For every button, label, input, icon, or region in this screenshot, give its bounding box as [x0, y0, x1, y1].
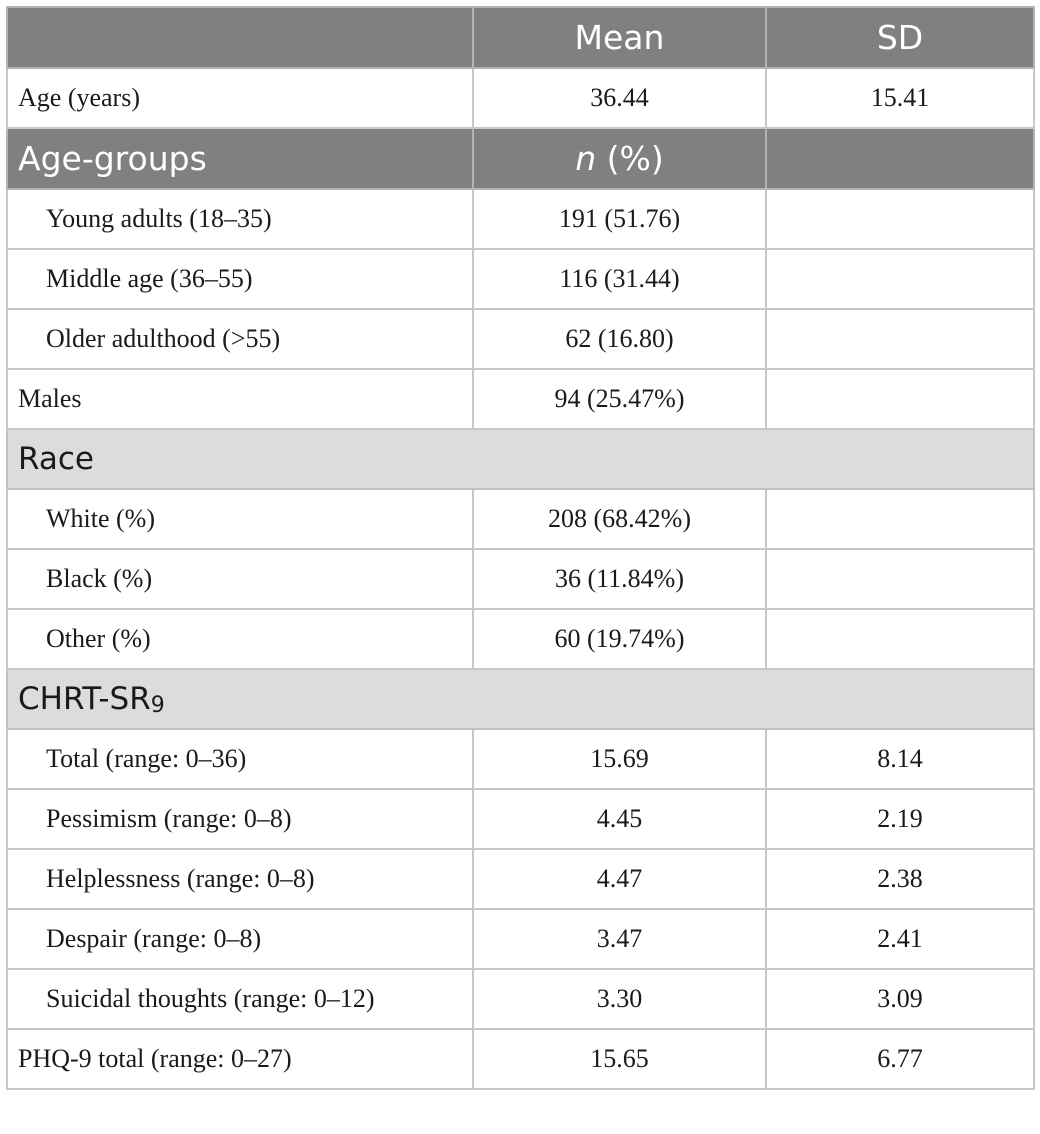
- row-mean: 36.44: [473, 68, 766, 128]
- n-percent-header: [473, 128, 766, 189]
- row-label: Other (%): [7, 609, 473, 669]
- row-label: Males: [7, 369, 473, 429]
- row-mean: 15.69: [473, 729, 766, 789]
- row-label: Black (%): [7, 549, 473, 609]
- percent-label: (%): [596, 139, 664, 178]
- row-label: Middle age (36–55): [7, 249, 473, 309]
- row-empty: [766, 309, 1034, 369]
- row-value: 62 (16.80): [473, 309, 766, 369]
- row-value: 36 (11.84%): [473, 549, 766, 609]
- row-label: Older adulthood (>55): [7, 309, 473, 369]
- row-mean: 4.45: [473, 789, 766, 849]
- table-header-row: [7, 7, 1034, 68]
- row-mean: 15.65: [473, 1029, 766, 1089]
- row-empty: [766, 549, 1034, 609]
- row-empty: [766, 609, 1034, 669]
- row-sd: 6.77: [766, 1029, 1034, 1089]
- row-label: Despair (range: 0–8): [7, 909, 473, 969]
- row-value: 116 (31.44): [473, 249, 766, 309]
- table-row-other: [7, 609, 1034, 669]
- row-label: Pessimism (range: 0–8): [7, 789, 473, 849]
- table-row-pessimism: [7, 789, 1034, 849]
- table-row-older-adulthood: [7, 309, 1034, 369]
- header-sd: SD: [766, 7, 1034, 68]
- row-mean: 3.30: [473, 969, 766, 1029]
- row-mean: 3.47: [473, 909, 766, 969]
- table-row-black: [7, 549, 1034, 609]
- table-row-chrt-total: [7, 729, 1034, 789]
- table-row-phq9: [7, 1029, 1034, 1089]
- row-empty: [766, 249, 1034, 309]
- table-row-suicidal-thoughts: [7, 969, 1034, 1029]
- table-row-age: [7, 68, 1034, 128]
- chrt-section-title: [7, 669, 1034, 729]
- row-label: Young adults (18–35): [7, 189, 473, 249]
- chrt-title-main: CHRT-SR: [18, 680, 151, 717]
- table-row-despair: [7, 909, 1034, 969]
- row-sd: 3.09: [766, 969, 1034, 1029]
- row-sd: 15.41: [766, 68, 1034, 128]
- header-empty-cell: [766, 128, 1034, 189]
- row-sd: 2.41: [766, 909, 1034, 969]
- row-empty: [766, 489, 1034, 549]
- row-sd: 2.19: [766, 789, 1034, 849]
- header-mean: Mean: [473, 7, 766, 68]
- table-row-young-adults: [7, 189, 1034, 249]
- race-section-row: [7, 429, 1034, 489]
- row-label: Helplessness (range: 0–8): [7, 849, 473, 909]
- table-row-middle-age: [7, 249, 1034, 309]
- row-label: Total (range: 0–36): [7, 729, 473, 789]
- row-value: 94 (25.47%): [473, 369, 766, 429]
- descriptive-stats-table: [6, 6, 1035, 1090]
- row-label: Suicidal thoughts (range: 0–12): [7, 969, 473, 1029]
- row-label: PHQ-9 total (range: 0–27): [7, 1029, 473, 1089]
- row-empty: [766, 189, 1034, 249]
- row-mean: 4.47: [473, 849, 766, 909]
- chrt-title-subscript: 9: [150, 692, 165, 718]
- age-groups-title: Age-groups: [7, 128, 473, 189]
- row-sd: 8.14: [766, 729, 1034, 789]
- row-value: 60 (19.74%): [473, 609, 766, 669]
- row-sd: 2.38: [766, 849, 1034, 909]
- row-value: 191 (51.76): [473, 189, 766, 249]
- chrt-section-row: [7, 669, 1034, 729]
- row-label: White (%): [7, 489, 473, 549]
- row-value: 208 (68.42%): [473, 489, 766, 549]
- race-section-title: Race: [7, 429, 1034, 489]
- header-blank-cell: [7, 7, 473, 68]
- table-row-helplessness: [7, 849, 1034, 909]
- n-label: n: [575, 139, 597, 178]
- row-empty: [766, 369, 1034, 429]
- row-label: Age (years): [7, 68, 473, 128]
- table-row-males: [7, 369, 1034, 429]
- table-row-white: [7, 489, 1034, 549]
- age-groups-header-row: [7, 128, 1034, 189]
